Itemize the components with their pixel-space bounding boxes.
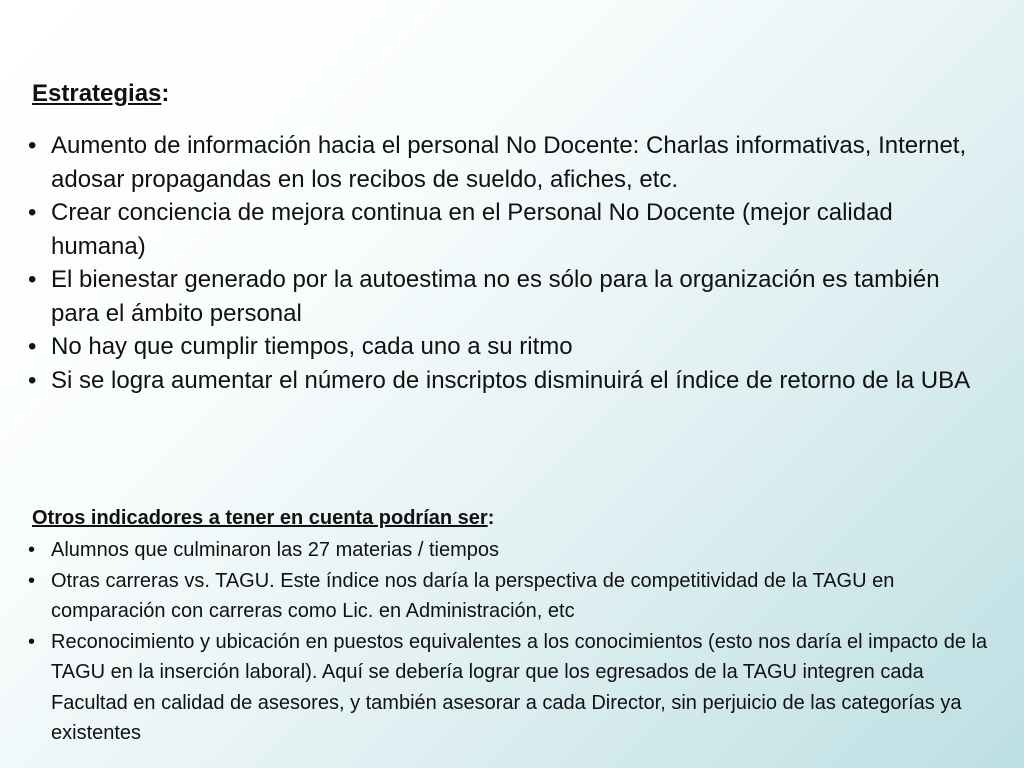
bullet-icon: • <box>28 539 36 561</box>
list-item <box>28 330 978 364</box>
bullet-icon: • <box>28 569 36 592</box>
indicators-list <box>28 535 988 749</box>
list-item-text: Reconocimiento y ubicación en puestos equivalentes a los conocimientos (esto nos daría el impacto de la TAGU en la inserción laboral). Aquí se debería lograr que los egresados de la TAGU integren cada Facultad en calidad de asesores, y también asesorar a cada Director, sin perjuicio de las categorías ya existentes <box>51 630 988 744</box>
strategies-heading <box>32 78 169 110</box>
bullet-icon: • <box>28 366 37 394</box>
bullet-icon: • <box>28 199 37 226</box>
list-item-text: Aumento de información hacia el personal No Docente: Charlas informativas, Internet, adosar propagandas en los recibos de sueldo, afiches, etc. <box>51 132 967 193</box>
bullet-icon: • <box>28 132 37 159</box>
bullet-icon: • <box>28 333 37 360</box>
list-item <box>28 627 988 749</box>
list-item-text: No hay que cumplir tiempos, cada uno a su ritmo <box>51 333 573 360</box>
strategies-list <box>28 129 978 397</box>
indicators-heading-text: Otros indicadores a tener en cuenta podrían ser <box>32 507 488 529</box>
list-item <box>28 566 988 627</box>
list-item <box>28 364 978 398</box>
list-item-text: Si se logra aumentar el número de inscriptos disminuirá el índice de retorno de la UBA <box>51 366 971 394</box>
list-item <box>28 129 978 196</box>
list-item <box>28 263 978 330</box>
bullet-icon: • <box>28 266 37 293</box>
list-item <box>28 196 978 263</box>
list-item-text: Otras carreras vs. TAGU. Este índice nos daría la perspectiva de competitividad de la TAGU en comparación con carreras como Lic. en Administración, etc <box>51 569 895 622</box>
list-item-text: Alumnos que culminaron las 27 materias / tiempos <box>51 539 499 561</box>
indicators-heading <box>32 504 494 532</box>
list-item-text: El bienestar generado por la autoestima no es sólo para la organización es también para el ámbito personal <box>51 266 940 327</box>
list-item-text: Crear conciencia de mejora continua en el Personal No Docente (mejor calidad humana) <box>51 199 893 260</box>
list-item <box>28 535 988 566</box>
strategies-heading-text: Estrategias <box>32 80 162 107</box>
bullet-icon: • <box>28 630 36 653</box>
strategies-heading-colon: : <box>161 80 170 107</box>
indicators-heading-colon: : <box>487 507 495 529</box>
